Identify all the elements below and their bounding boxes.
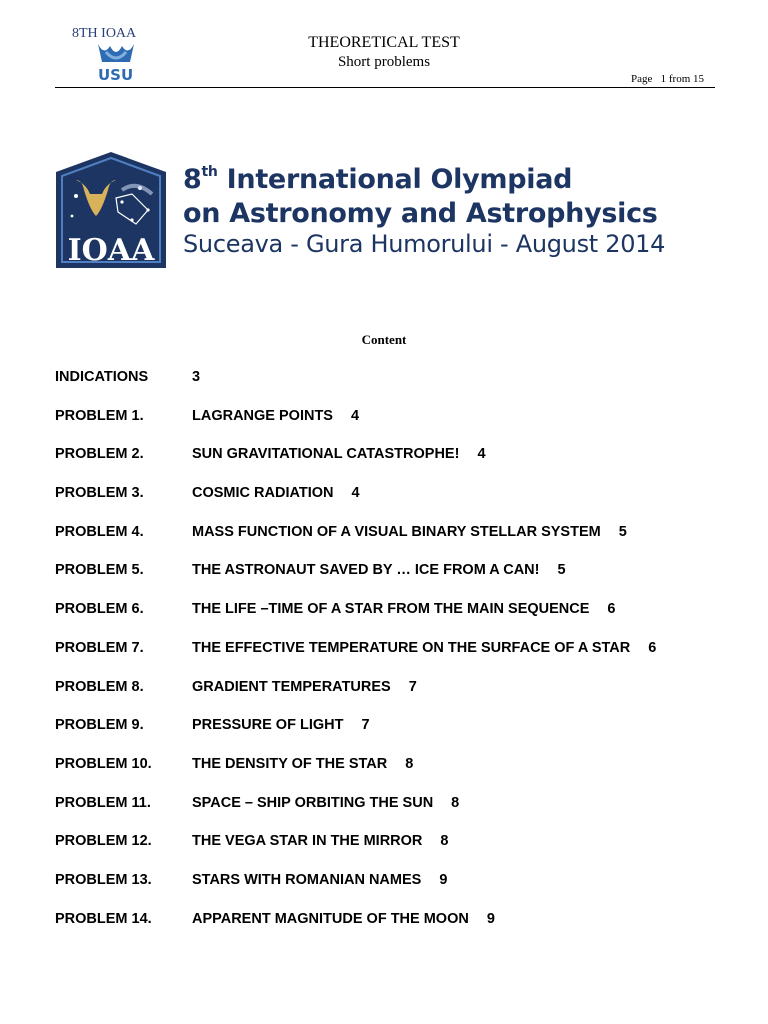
toc-entry-title <box>192 911 495 927</box>
toc-entry-title <box>192 756 413 772</box>
toc-entry[interactable] <box>55 640 745 679</box>
toc-entry-title-text: MASS FUNCTION OF A VISUAL BINARY STELLAR SYSTEM <box>192 523 601 540</box>
toc-entry-title <box>192 408 359 424</box>
toc-entry-title <box>192 601 616 617</box>
toc-entry-title <box>192 872 447 888</box>
contents-heading: Content <box>361 332 407 347</box>
toc-entry-page: 8 <box>405 755 414 772</box>
emblem-text: IOAA <box>67 233 155 268</box>
header-logo-text: 8TH IOAA <box>72 26 137 41</box>
toc-entry-label: PROBLEM 9. <box>55 717 144 734</box>
toc-entry-title <box>192 679 417 695</box>
toc-entry-page: 8 <box>451 794 460 811</box>
toc-entry-page: 4 <box>350 407 360 424</box>
toc-entry[interactable] <box>55 833 745 872</box>
toc-entry-title-text: THE DENSITY OF THE STAR <box>192 755 388 772</box>
toc-entry-page: 6 <box>607 601 616 618</box>
toc-entry-title-text: STARS WITH ROMANIAN NAMES <box>192 871 422 888</box>
header-logo-sub: USU <box>98 66 134 84</box>
toc-entry-title-text: THE ASTRONAUT SAVED BY … ICE FROM A CAN! <box>192 562 540 579</box>
toc-entry[interactable] <box>55 679 745 718</box>
toc-entry-label: PROBLEM 11. <box>55 794 151 811</box>
toc-entry[interactable] <box>55 485 745 524</box>
toc-entry[interactable] <box>55 717 745 756</box>
toc-entry-label: PROBLEM 8. <box>55 678 144 695</box>
toc-entry-label: PROBLEM 4. <box>55 523 144 540</box>
toc-entry[interactable] <box>55 795 745 834</box>
header-subtitle: Short problems <box>337 54 431 70</box>
toc-entry-page: 9 <box>439 871 448 888</box>
toc-entry-title-text: APPARENT MAGNITUDE OF THE MOON <box>192 910 469 927</box>
toc-entry-title <box>192 562 566 578</box>
page-indicator: Page 1 from 15 <box>630 73 704 85</box>
toc-entry-label: PROBLEM 10. <box>55 755 152 772</box>
toc-entry-page: 4 <box>477 446 486 463</box>
toc-entry[interactable] <box>55 408 745 447</box>
toc-entry-label: PROBLEM 13. <box>55 871 152 888</box>
toc-entry-label: PROBLEM 6. <box>55 601 144 618</box>
toc-entry-title <box>192 524 627 540</box>
toc-entry-label: PROBLEM 7. <box>55 639 144 656</box>
toc-entry[interactable] <box>55 911 745 950</box>
toc-entry-title <box>192 795 459 811</box>
toc-entry-title-text: THE EFFECTIVE TEMPERATURE ON THE SURFACE OF A STAR <box>192 639 631 656</box>
toc-entry[interactable] <box>55 524 745 563</box>
toc-entry-page: 9 <box>486 910 495 927</box>
toc-entry-label: PROBLEM 14. <box>55 910 152 927</box>
toc-entry[interactable] <box>55 756 745 795</box>
banner-title-line1: 8th International Olympiad <box>183 164 573 195</box>
toc-entry-title-text: COSMIC RADIATION <box>192 485 334 502</box>
toc-entry-page: 5 <box>618 523 627 540</box>
ioaa-emblem <box>52 150 170 274</box>
toc-entry-title-text: LAGRANGE POINTS <box>192 407 333 424</box>
toc-entry-title-text: GRADIENT TEMPERATURES <box>192 678 391 695</box>
toc-entry[interactable] <box>55 369 745 408</box>
toc-entry-title-text: SUN GRAVITATIONAL CATASTROPHE! <box>192 446 460 463</box>
toc-entry-page: 4 <box>351 485 360 502</box>
toc-entry[interactable] <box>55 872 745 911</box>
toc-entry-title-text: THE VEGA STAR IN THE MIRROR <box>192 833 423 850</box>
table-of-contents <box>55 369 745 949</box>
toc-entry-page: 6 <box>648 639 657 656</box>
toc-entry-label: PROBLEM 1. <box>55 407 144 424</box>
banner-title-line2: on Astronomy and Astrophysics <box>183 198 658 229</box>
toc-entry[interactable] <box>55 562 745 601</box>
toc-entry-title <box>192 446 486 462</box>
toc-entry-page: 8 <box>440 833 449 850</box>
toc-entry[interactable] <box>55 446 745 485</box>
header-title: THEORETICAL TEST <box>308 34 460 51</box>
toc-entry-label: PROBLEM 3. <box>55 485 144 502</box>
toc-entry-page: 5 <box>557 562 566 579</box>
toc-entry-page: 7 <box>361 717 370 734</box>
banner-location-date: Suceava - Gura Humorului - August 2014 <box>183 230 666 258</box>
toc-entry-label: PROBLEM 5. <box>55 562 144 579</box>
toc-entry-title-text: PRESSURE OF LIGHT <box>192 717 344 734</box>
toc-entry-title <box>192 717 370 733</box>
toc-entry-title <box>192 485 360 501</box>
toc-entry-page: 7 <box>408 678 417 695</box>
header-divider <box>55 87 715 88</box>
toc-entry-title <box>192 640 656 656</box>
toc-entry[interactable] <box>55 601 745 640</box>
toc-entry-title <box>192 833 448 849</box>
header-logo <box>68 22 164 84</box>
toc-entry-page: 3 <box>192 369 201 385</box>
toc-entry-title-text: SPACE – SHIP ORBITING THE SUN <box>192 794 434 811</box>
toc-entry-title-text: THE LIFE –TIME OF A STAR FROM THE MAIN SEQUENCE <box>192 601 590 618</box>
toc-entry-label: PROBLEM 2. <box>55 446 144 463</box>
toc-entry-title <box>192 369 200 385</box>
toc-entry-label: PROBLEM 12. <box>55 833 152 850</box>
toc-entry-label: INDICATIONS <box>55 369 149 385</box>
